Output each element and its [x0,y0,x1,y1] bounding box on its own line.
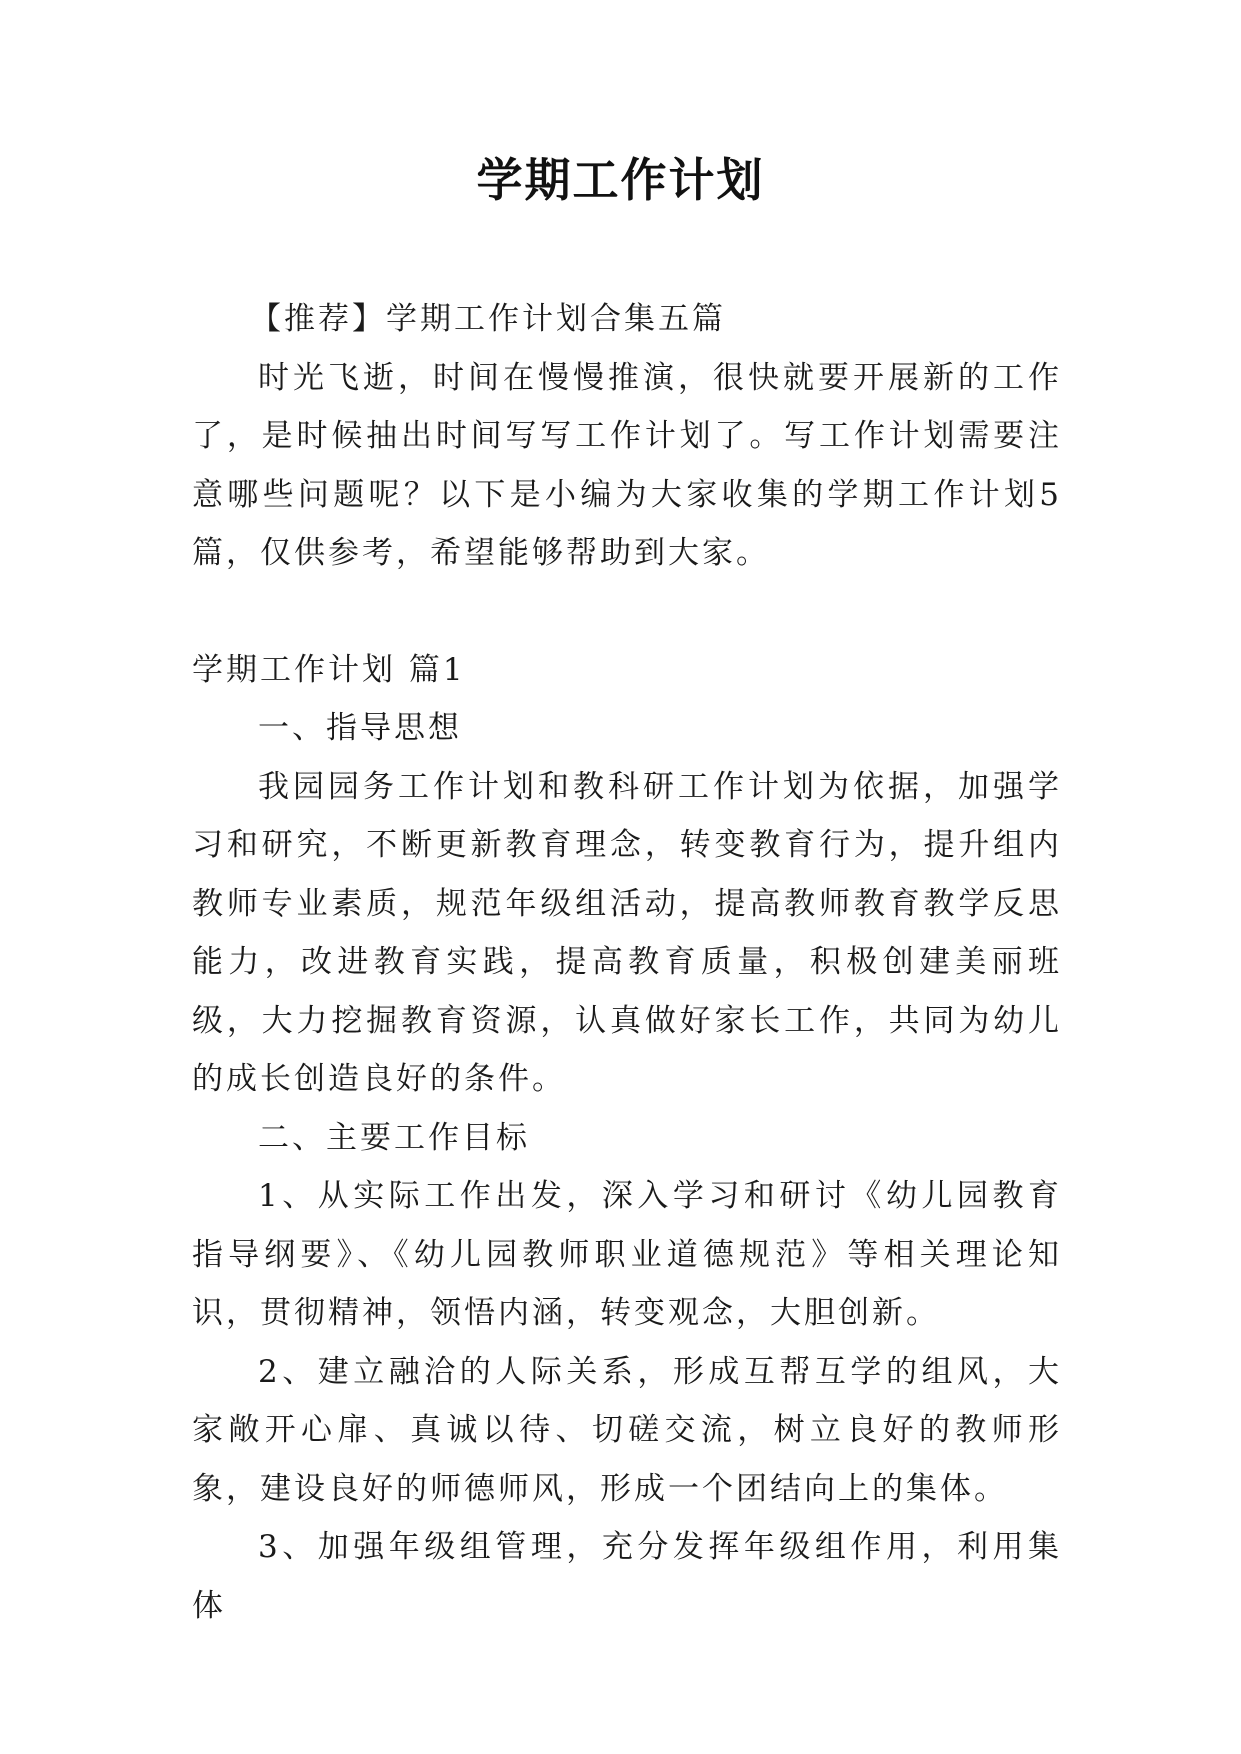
goal-item-3: 3、加强年级组管理，充分发挥年级组作用，利用集体 [192,1529,1062,1624]
document-subtitle: 【推荐】学期工作计划合集五篇 [250,301,726,337]
document-title: 学期工作计划 [476,153,765,207]
heading-main-goals: 二、主要工作目标 [258,1119,530,1156]
document-body [192,290,1062,1635]
intro-paragraph: 时光飞逝，时间在慢慢推演，很快就要开展新的工作了，是时候抽出时间写写工作计划了。写工作计划需要注意哪些问题呢？以下是小编为大家收集的学期工作计划5篇，仅供参考，希望能够帮助到大家。 [192,359,1062,571]
goal-item-2: 2、建立融洽的人际关系，形成互帮互学的组风，大家敞开心扉、真诚以待、切磋交流，树立良好的教师形象，建设良好的师德师风，形成一个团结向上的集体。 [192,1353,1062,1507]
heading-guiding-ideology: 一、指导思想 [258,710,462,746]
goal-item-1: 1、从实际工作出发，深入学习和研讨《幼儿园教育指导纲要》、《幼儿园教师职业道德规范》等相关理论知识，贯彻精神，领悟内涵，转变观念，大胆创新。 [192,1178,1062,1331]
paragraph-guiding-ideology: 我园园务工作计划和教科研工作计划为依据，加强学习和研究，不断更新教育理念，转变教育行为，提升组内教师专业素质，规范年级组活动，提高教师教育教学反思能力，改进教育实践，提高教育质量，积极创建美丽班级，大力挖掘教育资源，认真做好家长工作，共同为幼儿的成长创造良好的条件。 [192,768,1062,1097]
section-title: 学期工作计划 篇1 [192,651,466,688]
